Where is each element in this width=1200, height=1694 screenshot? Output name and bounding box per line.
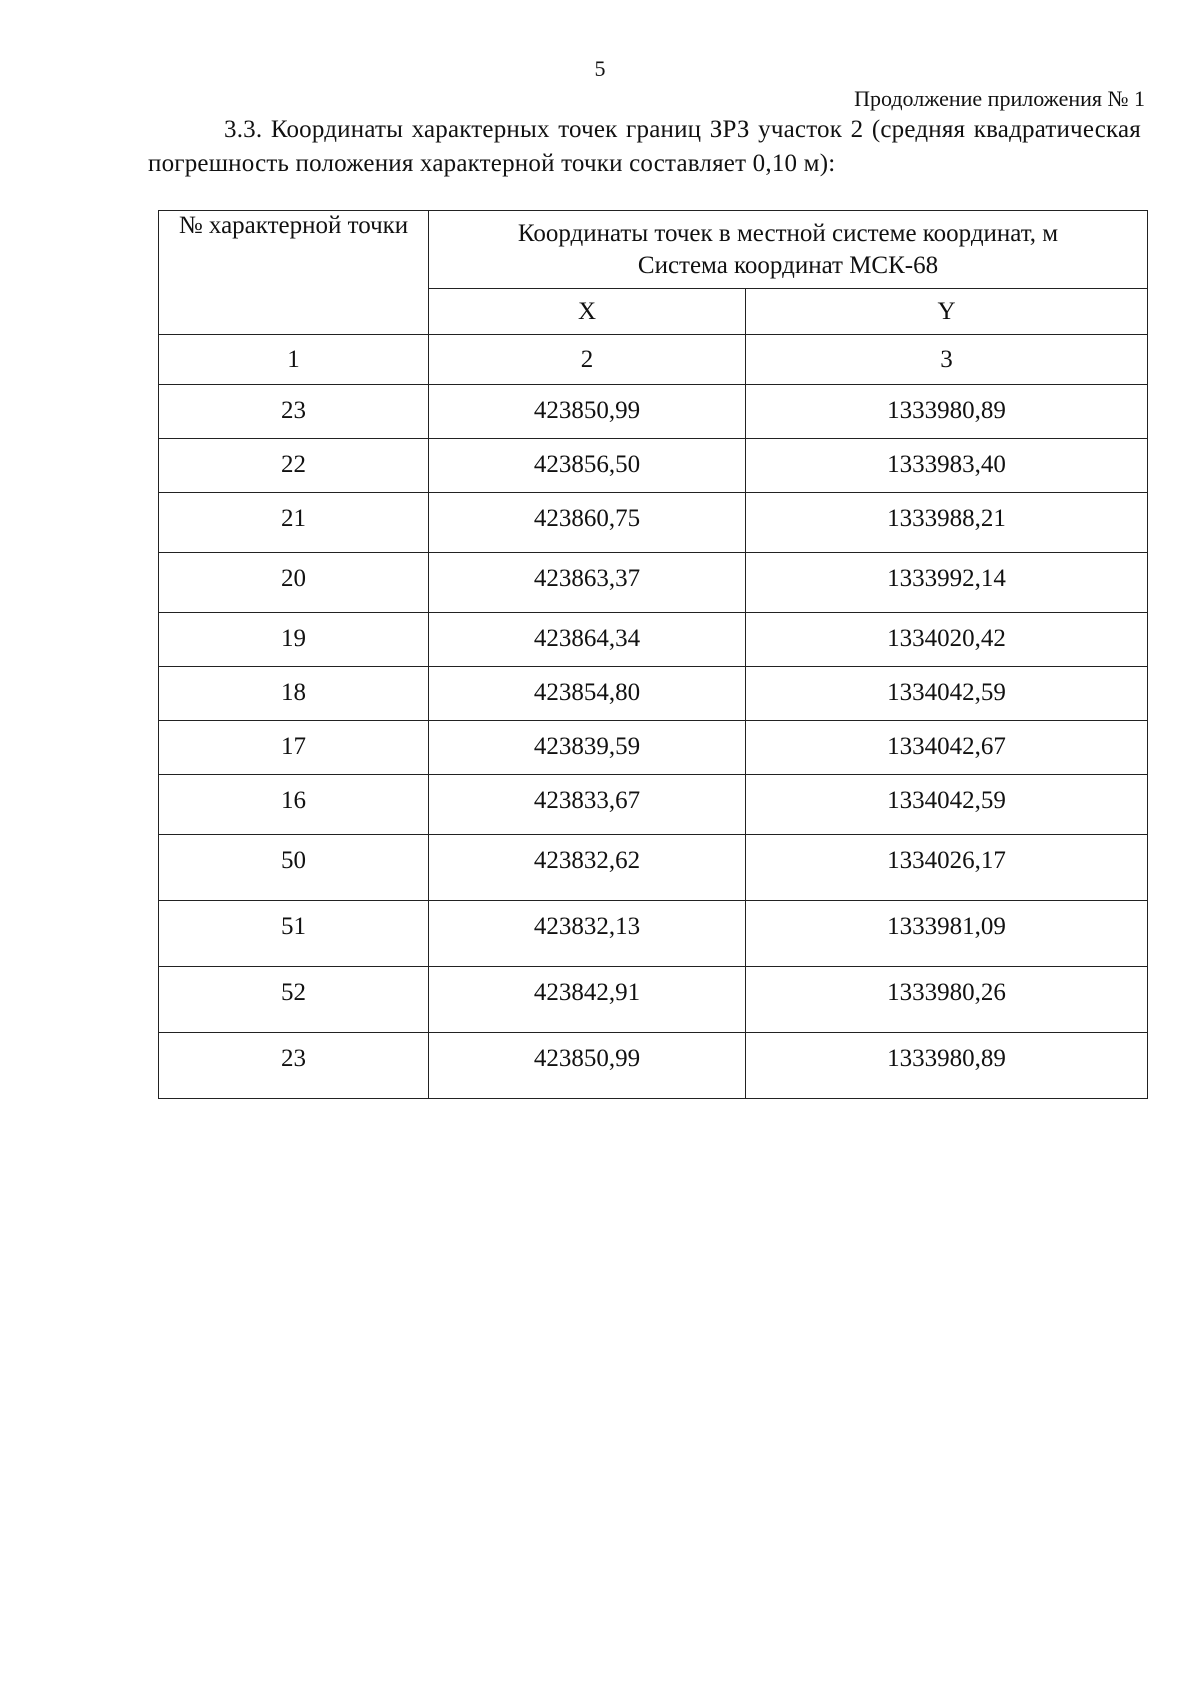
cell-point: 16: [159, 775, 429, 835]
cell-point: 50: [159, 835, 429, 901]
cell-point: 51: [159, 901, 429, 967]
appendix-continuation-label: Продолжение приложения № 1: [854, 86, 1145, 111]
header-coordinate-system: [429, 211, 1148, 289]
cell-x: 423854,80: [429, 667, 746, 721]
cell-y: 1334042,59: [746, 775, 1148, 835]
cell-point: 20: [159, 553, 429, 613]
table-row: [159, 835, 1148, 901]
column-index-row: [159, 335, 1148, 385]
section-intro-paragraph: 3.3. Координаты характерных точек границ ЗРЗ участок 2 (средняя квадратическая погрешность положения характерной точки составляет 0,10 м):: [148, 116, 1141, 177]
table-row: [159, 553, 1148, 613]
header-x: X: [429, 289, 746, 335]
header-y: Y: [746, 289, 1148, 335]
column-index-2: 2: [429, 335, 746, 385]
cell-y: 1334042,67: [746, 721, 1148, 775]
table-row: [159, 439, 1148, 493]
cell-y: 1333980,89: [746, 1033, 1148, 1099]
cell-x: 423839,59: [429, 721, 746, 775]
cell-x: 423850,99: [429, 385, 746, 439]
cell-x: 423864,34: [429, 613, 746, 667]
cell-point: 23: [159, 1033, 429, 1099]
table-row: [159, 967, 1148, 1033]
header-coordinate-system-line1: Координаты точек в местной системе координат, м: [517, 219, 1059, 247]
column-index-3: 3: [746, 335, 1148, 385]
cell-x: 423850,99: [429, 1033, 746, 1099]
cell-x: 423860,75: [429, 493, 746, 553]
cell-y: 1333988,21: [746, 493, 1148, 553]
table-row: [159, 901, 1148, 967]
table-row: [159, 493, 1148, 553]
cell-y: 1333992,14: [746, 553, 1148, 613]
cell-x: 423832,13: [429, 901, 746, 967]
cell-y: 1334020,42: [746, 613, 1148, 667]
cell-point: 52: [159, 967, 429, 1033]
cell-x: 423863,37: [429, 553, 746, 613]
cell-point: 23: [159, 385, 429, 439]
cell-y: 1333983,40: [746, 439, 1148, 493]
cell-point: 17: [159, 721, 429, 775]
table-row: [159, 385, 1148, 439]
table-row: [159, 721, 1148, 775]
cell-x: 423832,62: [429, 835, 746, 901]
cell-x: 423833,67: [429, 775, 746, 835]
table-header-row: [159, 211, 1148, 289]
table-row: [159, 613, 1148, 667]
page-number: 5: [594, 56, 606, 81]
cell-point: 21: [159, 493, 429, 553]
cell-x: 423842,91: [429, 967, 746, 1033]
cell-point: 19: [159, 613, 429, 667]
cell-x: 423856,50: [429, 439, 746, 493]
table-row: [159, 667, 1148, 721]
header-point-number: № характерной точки: [159, 211, 429, 335]
table-row: [159, 1033, 1148, 1099]
cell-y: 1334042,59: [746, 667, 1148, 721]
cell-point: 18: [159, 667, 429, 721]
cell-y: 1333980,26: [746, 967, 1148, 1033]
cell-y: 1334026,17: [746, 835, 1148, 901]
cell-point: 22: [159, 439, 429, 493]
header-coordinate-system-line2: Система координат МСК-68: [637, 251, 939, 279]
table-row: [159, 775, 1148, 835]
cell-y: 1333980,89: [746, 385, 1148, 439]
column-index-1: 1: [159, 335, 429, 385]
cell-y: 1333981,09: [746, 901, 1148, 967]
coordinates-table: [158, 210, 1148, 1099]
